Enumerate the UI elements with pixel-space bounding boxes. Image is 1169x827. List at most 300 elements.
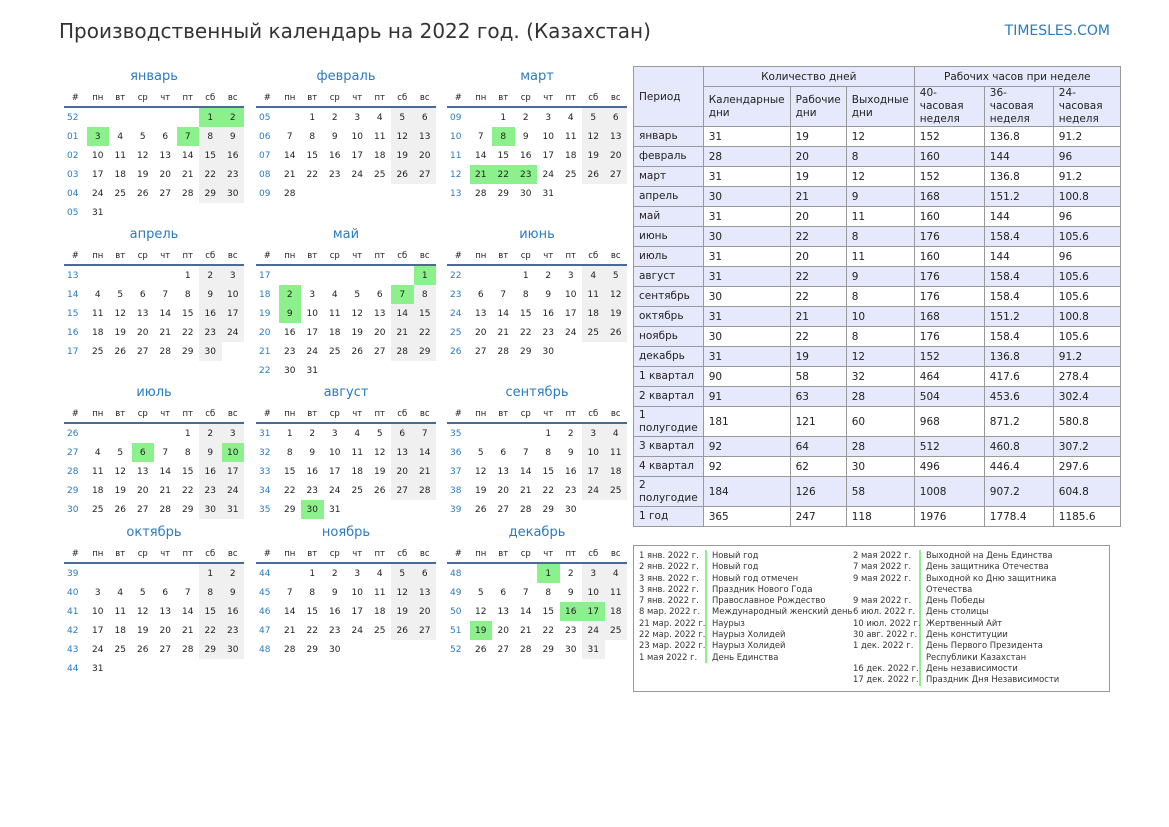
holiday-date: 9 мая 2022 г.: [853, 573, 921, 596]
day-cell: 24: [329, 485, 341, 496]
day-cell: 2: [199, 265, 222, 285]
day-cell: 25: [582, 323, 605, 342]
weekday-header: пт: [560, 89, 583, 107]
day-cell: 23: [329, 169, 341, 180]
day-cell: 11: [92, 308, 104, 319]
day-cell: 28: [475, 188, 487, 199]
day-cell: 18: [605, 462, 628, 481]
week-number: 20: [259, 327, 271, 338]
value-cell: 31: [703, 127, 790, 147]
period-cell: ноябрь: [634, 327, 704, 347]
day-cell: 16: [565, 466, 577, 477]
value-cell: 96: [1053, 207, 1120, 227]
day-cell: 16: [199, 304, 222, 323]
day-cell: 17: [329, 466, 341, 477]
period-cell: январь: [634, 127, 704, 147]
day-cell: 8: [545, 447, 552, 458]
value-cell: 151.2: [984, 307, 1053, 327]
value-cell: 22: [790, 287, 846, 307]
day-cell: 15: [497, 150, 509, 161]
day-cell: 19: [391, 602, 414, 621]
day-cell: 27: [391, 481, 414, 500]
value-cell: 64: [790, 437, 846, 457]
empty-cell: [470, 423, 493, 443]
holiday-date: 23 мар. 2022 г.: [639, 640, 706, 651]
day-cell: 25: [605, 481, 628, 500]
week-number: 30: [67, 504, 79, 515]
holiday-name: День независимости: [926, 662, 1018, 673]
day-cell: 9: [567, 587, 574, 598]
day-cell: 20: [475, 327, 487, 338]
day-cell: 4: [567, 112, 574, 123]
empty-cell: [470, 563, 493, 583]
day-cell: 2: [331, 112, 338, 123]
weekday-header: сб: [391, 89, 414, 107]
value-cell: 136.8: [984, 127, 1053, 147]
day-cell: 30: [199, 342, 222, 361]
day-cell: 5: [117, 447, 124, 458]
summary-row: [634, 287, 1121, 307]
empty-cell: [582, 184, 605, 203]
day-cell: 10: [582, 443, 605, 462]
day-cell: 30: [520, 188, 532, 199]
day-cell: 3: [567, 270, 574, 281]
day-cell: 9: [522, 131, 529, 142]
day-cell: 7: [177, 127, 200, 146]
week-number: 52: [67, 112, 79, 123]
empty-cell: [132, 659, 155, 678]
weekday-header: пн: [279, 247, 302, 265]
day-cell: 27: [159, 188, 171, 199]
day-cell: 9: [222, 127, 245, 146]
day-cell: 27: [374, 346, 386, 357]
empty-cell: [301, 265, 324, 285]
weekday-header: вт: [301, 89, 324, 107]
day-cell: 18: [582, 304, 605, 323]
day-cell: 27: [137, 346, 149, 357]
day-cell: 12: [475, 466, 487, 477]
weekday-header: ср: [132, 405, 155, 423]
month-table: [64, 89, 244, 222]
day-cell: 19: [351, 327, 363, 338]
month-table: [256, 405, 436, 519]
day-cell: 15: [520, 308, 532, 319]
holiday-date: 16 дек. 2022 г.: [853, 663, 921, 674]
value-cell: 30: [703, 227, 790, 247]
value-cell: 8: [846, 227, 914, 247]
day-cell: 21: [470, 165, 493, 184]
day-cell: 20: [497, 625, 509, 636]
day-cell: 18: [114, 169, 126, 180]
week-number: 25: [450, 327, 462, 338]
day-cell: 1: [199, 563, 222, 583]
empty-cell: [154, 423, 177, 443]
day-cell: 12: [114, 308, 126, 319]
value-cell: 512: [914, 437, 984, 457]
value-cell: 31: [703, 347, 790, 367]
day-cell: 18: [374, 150, 386, 161]
day-cell: 25: [92, 346, 104, 357]
week-number: 23: [450, 289, 462, 300]
day-cell: 29: [284, 504, 296, 515]
weekday-header: ср: [132, 89, 155, 107]
value-cell: 91.2: [1053, 347, 1120, 367]
month-11: [256, 525, 436, 659]
weekday-header: вт: [301, 247, 324, 265]
col-36h: 36-часовая неделя: [984, 87, 1053, 127]
value-cell: 21: [790, 187, 846, 207]
value-cell: 907.2: [984, 477, 1053, 507]
day-cell: 13: [159, 606, 171, 617]
weekday-header: #: [447, 247, 470, 265]
weekday-header: чт: [537, 405, 560, 423]
weekday-header: вс: [605, 405, 628, 423]
value-cell: 19: [790, 347, 846, 367]
weekday-header: пт: [177, 89, 200, 107]
day-cell: 8: [414, 285, 437, 304]
day-cell: 13: [391, 443, 414, 462]
holiday-item: [853, 629, 1096, 640]
empty-cell: [369, 500, 392, 519]
day-cell: 6: [162, 131, 169, 142]
day-cell: 7: [286, 131, 293, 142]
value-cell: 12: [846, 167, 914, 187]
empty-cell: [177, 659, 200, 678]
day-cell: 29: [182, 504, 194, 515]
site-link[interactable]: TIMESLES.COM: [1004, 23, 1110, 39]
empty-cell: [87, 563, 110, 583]
empty-cell: [154, 659, 177, 678]
day-cell: 3: [354, 112, 361, 123]
summary-row: [634, 507, 1121, 527]
month-2: [256, 69, 436, 203]
empty-cell: [470, 107, 493, 127]
day-cell: 17: [306, 327, 318, 338]
day-cell: 5: [477, 447, 484, 458]
day-cell: 22: [182, 327, 194, 338]
weekday-header: вт: [492, 405, 515, 423]
day-cell: 11: [351, 447, 363, 458]
day-cell: 3: [87, 127, 110, 146]
empty-cell: [109, 203, 132, 222]
period-cell: 4 квартал: [634, 457, 704, 477]
day-cell: 4: [94, 289, 101, 300]
empty-cell: [324, 265, 347, 285]
empty-cell: [346, 640, 369, 659]
week-number: 29: [67, 485, 79, 496]
empty-cell: [177, 563, 200, 583]
empty-cell: [109, 265, 132, 285]
weekday-header: чт: [154, 89, 177, 107]
weekday-header: пн: [87, 247, 110, 265]
value-cell: 453.6: [984, 387, 1053, 407]
day-cell: 13: [414, 127, 437, 146]
hours-header: Рабочих часов при неделе: [914, 67, 1120, 87]
month-table: [64, 545, 244, 678]
week-number: 18: [259, 289, 271, 300]
value-cell: 871.2: [984, 407, 1053, 437]
empty-cell: [391, 265, 414, 285]
day-cell: 2: [222, 563, 245, 583]
holiday-date: 3 янв. 2022 г.: [639, 573, 707, 584]
day-cell: 22: [542, 485, 554, 496]
day-cell: 23: [542, 327, 554, 338]
empty-cell: [605, 342, 628, 361]
day-cell: 24: [582, 481, 605, 500]
day-cell: 17: [542, 150, 554, 161]
week-number: 50: [450, 606, 462, 617]
day-cell: 28: [159, 346, 171, 357]
week-number: 11: [450, 150, 462, 161]
day-cell: 1: [286, 428, 293, 439]
day-cell: 9: [222, 583, 245, 602]
week-number: 44: [259, 568, 271, 579]
day-cell: 8: [184, 447, 191, 458]
summary-row: [634, 307, 1121, 327]
month-name: апрель: [129, 227, 179, 242]
day-cell: 2: [222, 107, 245, 127]
day-cell: 31: [306, 365, 318, 376]
day-cell: 19: [391, 146, 414, 165]
day-cell: 1: [414, 265, 437, 285]
day-cell: 21: [182, 169, 194, 180]
weekday-header: #: [256, 89, 279, 107]
day-cell: 27: [605, 165, 628, 184]
holiday-item: [639, 606, 882, 617]
day-cell: 20: [414, 602, 437, 621]
weekday-header: сб: [199, 405, 222, 423]
month-name: январь: [130, 69, 178, 84]
weekday-header: сб: [199, 89, 222, 107]
day-cell: 10: [92, 150, 104, 161]
day-cell: 26: [605, 323, 628, 342]
day-cell: 17: [351, 150, 363, 161]
weekday-header: сб: [391, 405, 414, 423]
day-cell: 10: [222, 285, 245, 304]
day-cell: 2: [567, 428, 574, 439]
day-cell: 22: [520, 327, 532, 338]
day-cell: 30: [199, 500, 222, 519]
day-cell: 24: [92, 644, 104, 655]
day-cell: 12: [137, 606, 149, 617]
week-number: 16: [67, 327, 79, 338]
day-cell: 7: [162, 447, 169, 458]
holiday-date: 30 авг. 2022 г.: [853, 629, 921, 640]
day-cell: 14: [182, 150, 194, 161]
value-cell: 160: [914, 247, 984, 267]
summary-row: [634, 347, 1121, 367]
holiday-name: День Победы: [926, 595, 985, 606]
week-number: 37: [450, 466, 462, 477]
period-cell: 1 год: [634, 507, 704, 527]
period-cell: июнь: [634, 227, 704, 247]
day-cell: 5: [139, 587, 146, 598]
value-cell: 365: [703, 507, 790, 527]
day-cell: 22: [284, 485, 296, 496]
day-cell: 5: [391, 563, 414, 583]
week-number: 41: [67, 606, 79, 617]
value-cell: 58: [790, 367, 846, 387]
weekday-header: #: [447, 89, 470, 107]
weekday-header: вс: [222, 247, 245, 265]
week-number: 01: [67, 131, 79, 142]
day-cell: 18: [605, 602, 628, 621]
day-cell: 14: [497, 308, 509, 319]
day-cell: 16: [329, 606, 341, 617]
day-cell: 26: [475, 504, 487, 515]
summary-row: [634, 147, 1121, 167]
weekday-header: ср: [324, 89, 347, 107]
day-cell: 8: [545, 587, 552, 598]
day-cell: 7: [414, 423, 437, 443]
day-cell: 15: [182, 466, 194, 477]
weekday-header: сб: [582, 545, 605, 563]
holiday-name: Выходной на День Единства: [926, 550, 1053, 560]
week-number: 48: [259, 644, 271, 655]
day-cell: 30: [301, 500, 324, 519]
month-7: [64, 385, 244, 519]
day-cell: 26: [391, 165, 414, 184]
holiday-item: [639, 595, 882, 606]
value-cell: 302.4: [1053, 387, 1120, 407]
day-cell: 11: [114, 150, 126, 161]
week-number: 34: [259, 485, 271, 496]
holiday-item: [853, 550, 1096, 561]
day-cell: 30: [222, 640, 245, 659]
day-cell: 9: [279, 304, 302, 323]
day-cell: 20: [137, 485, 149, 496]
week-number: 09: [259, 188, 271, 199]
col-work-days: Рабочие дни: [790, 87, 846, 127]
weekday-header: чт: [154, 405, 177, 423]
week-number: 36: [450, 447, 462, 458]
day-cell: 2: [309, 428, 316, 439]
day-cell: 6: [605, 107, 628, 127]
weekday-header: пт: [560, 545, 583, 563]
value-cell: 30: [703, 287, 790, 307]
day-cell: 15: [199, 146, 222, 165]
value-cell: 247: [790, 507, 846, 527]
day-cell: 28: [520, 644, 532, 655]
holiday-name: Новый год отмечен: [712, 572, 799, 583]
day-cell: 26: [351, 346, 363, 357]
holiday-name: Наурыз Холидей: [712, 629, 786, 640]
holiday-item: [853, 674, 1096, 685]
week-number: 35: [450, 428, 462, 439]
month-name: май: [332, 227, 360, 242]
day-cell: 11: [582, 285, 605, 304]
month-name: август: [323, 385, 369, 400]
month-name: октябрь: [126, 525, 182, 540]
day-cell: 10: [329, 447, 341, 458]
value-cell: 28: [846, 387, 914, 407]
day-cell: 3: [94, 587, 101, 598]
summary-row: [634, 267, 1121, 287]
day-cell: 9: [309, 447, 316, 458]
day-cell: 31: [329, 504, 341, 515]
weekday-header: ср: [132, 545, 155, 563]
month-5: [256, 227, 436, 380]
value-cell: 158.4: [984, 287, 1053, 307]
month-table: [256, 89, 436, 203]
value-cell: 22: [790, 267, 846, 287]
day-cell: 23: [565, 625, 577, 636]
day-cell: 3: [354, 568, 361, 579]
day-cell: 16: [560, 602, 583, 621]
day-cell: 24: [582, 621, 605, 640]
day-cell: 16: [199, 462, 222, 481]
holidays-column-left: [639, 550, 882, 663]
day-cell: 7: [391, 285, 414, 304]
day-cell: 25: [92, 504, 104, 515]
period-cell: октябрь: [634, 307, 704, 327]
day-cell: 21: [284, 169, 296, 180]
holiday-date: 17 дек. 2022 г.: [853, 674, 921, 685]
day-cell: 14: [284, 150, 296, 161]
day-cell: 30: [542, 346, 554, 357]
value-cell: 158.4: [984, 267, 1053, 287]
weekday-header: #: [64, 545, 87, 563]
holiday-item: [639, 629, 882, 640]
weekday-header: вт: [109, 405, 132, 423]
value-cell: 160: [914, 207, 984, 227]
weekday-header: вс: [222, 405, 245, 423]
weekday-header: #: [447, 405, 470, 423]
day-cell: 16: [520, 150, 532, 161]
empty-cell: [346, 184, 369, 203]
week-number: 02: [67, 150, 79, 161]
day-cell: 12: [391, 583, 414, 602]
empty-cell: [391, 640, 414, 659]
weekday-header: #: [256, 545, 279, 563]
empty-cell: [515, 563, 538, 583]
day-cell: 4: [354, 428, 361, 439]
day-cell: 29: [497, 188, 509, 199]
value-cell: 8: [846, 147, 914, 167]
day-cell: 4: [117, 587, 124, 598]
empty-cell: [414, 184, 437, 203]
day-cell: 10: [351, 587, 363, 598]
value-cell: 96: [1053, 147, 1120, 167]
col-calendar-days: Календарные дни: [703, 87, 790, 127]
day-cell: 17: [582, 462, 605, 481]
day-cell: 16: [284, 327, 296, 338]
day-cell: 27: [475, 346, 487, 357]
weekday-header: ср: [515, 545, 538, 563]
day-cell: 24: [565, 327, 577, 338]
value-cell: 90: [703, 367, 790, 387]
weekday-header: #: [64, 89, 87, 107]
holiday-date: 1 янв. 2022 г.: [639, 550, 707, 561]
value-cell: 160: [914, 147, 984, 167]
day-cell: 5: [391, 107, 414, 127]
empty-cell: [492, 423, 515, 443]
day-cell: 18: [351, 466, 363, 477]
day-cell: 23: [222, 621, 245, 640]
day-cell: 14: [159, 308, 171, 319]
holiday-name: Новый год: [712, 550, 759, 560]
day-cell: 21: [159, 485, 171, 496]
empty-cell: [154, 563, 177, 583]
day-cell: 3: [309, 289, 316, 300]
holiday-name: Наурыз Холидей: [712, 640, 786, 651]
month-name: декабрь: [508, 525, 566, 540]
day-cell: 15: [306, 606, 318, 617]
empty-cell: [492, 563, 515, 583]
week-number: 04: [67, 188, 79, 199]
summary-row: [634, 247, 1121, 267]
empty-cell: [582, 342, 605, 361]
